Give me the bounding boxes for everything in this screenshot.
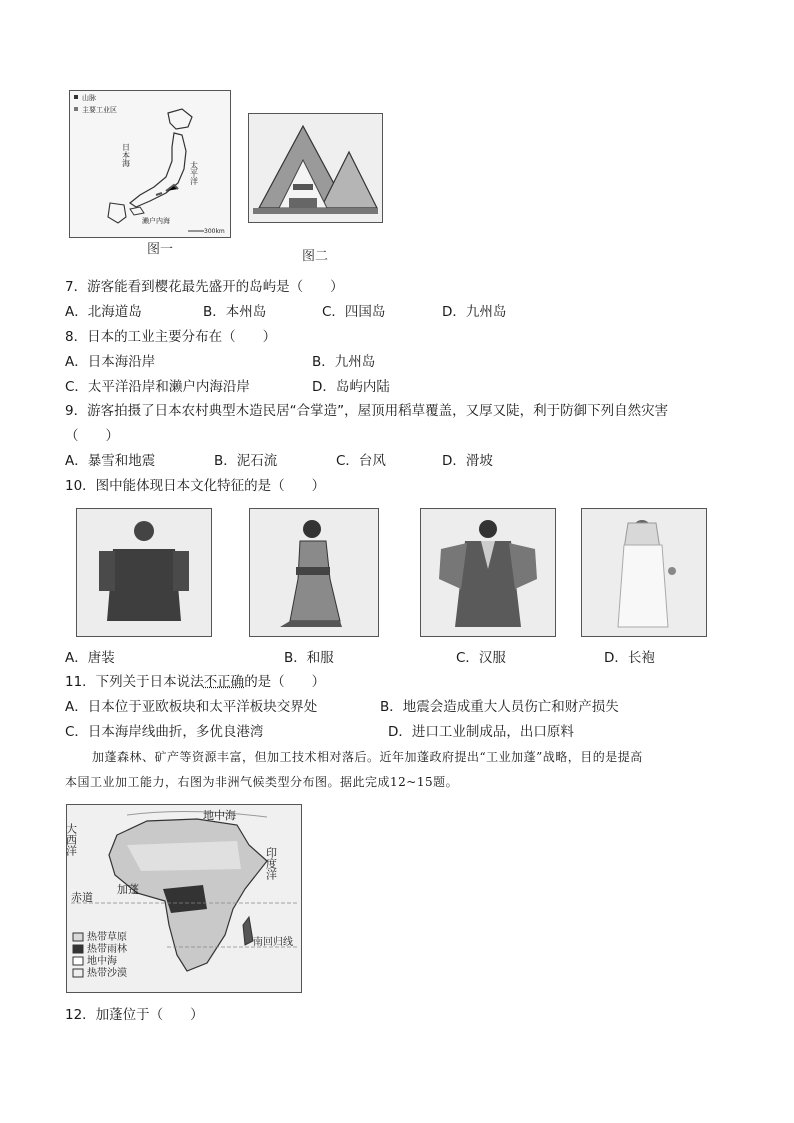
costume-image-c bbox=[420, 508, 556, 637]
q10-option-b[interactable]: B．和服 bbox=[284, 650, 334, 666]
question-10-stem: 10．图中能体现日本文化特征的是（ ） bbox=[65, 478, 326, 494]
q11-option-b[interactable]: B．地震会造成重大人员伤亡和财产损失 bbox=[380, 699, 619, 715]
q10-option-c[interactable]: C．汉服 bbox=[456, 650, 506, 666]
q10-option-d[interactable]: D．长袍 bbox=[604, 650, 655, 666]
figure-1-caption: 图一 bbox=[146, 242, 173, 257]
costume-image-a bbox=[76, 508, 212, 637]
q11-option-d[interactable]: D．进口工业制成品，出口原料 bbox=[388, 724, 574, 740]
q11-stem-suffix: 的是（ ） bbox=[244, 674, 326, 690]
pacific-label: 太平洋 bbox=[189, 161, 199, 185]
question-9-stem-cont: （ ） bbox=[65, 428, 119, 444]
inland-sea-label: 濑户内海 bbox=[142, 217, 170, 225]
q7-option-d[interactable]: D．九州岛 bbox=[442, 304, 507, 320]
q8-option-d[interactable]: D．岛屿内陆 bbox=[312, 379, 390, 395]
q8-option-c[interactable]: C．太平洋沿岸和濑户内海沿岸 bbox=[65, 379, 250, 395]
atlantic-label: 大西洋 bbox=[64, 823, 78, 856]
legend-mountains: 山脉 bbox=[82, 94, 96, 102]
legend-savanna: 热带草原 bbox=[87, 932, 127, 943]
intro-line-2: 本国工业加工能力，右图为非洲气候类型分布图。据此完成12~15题。 bbox=[65, 775, 459, 789]
scale-label: 300km bbox=[204, 228, 225, 235]
question-12-stem: 12．加蓬位于（ ） bbox=[65, 1007, 204, 1023]
legend-mediterranean: 地中海 bbox=[87, 956, 117, 967]
costume-image-b bbox=[249, 508, 379, 637]
japan-map-figure bbox=[69, 90, 231, 238]
africa-climate-map-figure bbox=[66, 804, 302, 993]
q8-option-b[interactable]: B．九州岛 bbox=[312, 354, 376, 370]
gassho-house-figure bbox=[248, 113, 383, 223]
intro-line-1: 加蓬森林、矿产等资源丰富，但加工技术相对落后。近年加蓬政府提出“工业加蓬”战略，目的是提高 bbox=[92, 750, 643, 764]
mediterranean-label: 地中海 bbox=[203, 809, 236, 822]
sea-of-japan-label: 日本海 bbox=[121, 143, 131, 167]
q11-option-c[interactable]: C．日本海岸线曲折，多优良港湾 bbox=[65, 724, 264, 740]
legend-industry: 主要工业区 bbox=[82, 106, 117, 114]
legend-desert: 热带沙漠 bbox=[87, 968, 127, 979]
africa-climate-map bbox=[64, 805, 301, 992]
gassho-house-illustration bbox=[249, 114, 382, 222]
q9-option-c[interactable]: C．台风 bbox=[336, 453, 386, 469]
q9-option-d[interactable]: D．滑坡 bbox=[442, 453, 493, 469]
q8-option-a[interactable]: A．日本海沿岸 bbox=[65, 354, 156, 370]
q7-option-b[interactable]: B．本州岛 bbox=[203, 304, 267, 320]
indian-ocean-label: 印度洋 bbox=[264, 847, 278, 880]
industry-legend-swatch bbox=[74, 107, 78, 111]
q9-option-b[interactable]: B．泥石流 bbox=[214, 453, 278, 469]
q11-option-a[interactable]: A．日本位于亚欧板块和太平洋板块交界处 bbox=[65, 699, 318, 715]
q11-stem-prefix: 11．下列关于日本说法 bbox=[65, 674, 204, 690]
rainforest-zone bbox=[163, 885, 207, 913]
q10-option-a[interactable]: A．唐装 bbox=[65, 650, 115, 666]
equator-label: 赤道 bbox=[71, 891, 93, 904]
japan-map bbox=[70, 91, 230, 237]
question-7-stem: 7．游客能看到樱花最先盛开的岛屿是（ ） bbox=[65, 279, 344, 295]
gabon-label: 加蓬 bbox=[117, 883, 139, 896]
tropic-label: 南回归线 bbox=[253, 937, 293, 948]
legend-rainforest: 热带雨林 bbox=[87, 944, 127, 955]
q7-option-c[interactable]: C．四国岛 bbox=[322, 304, 386, 320]
desert-zone bbox=[127, 841, 241, 871]
costume-image-d bbox=[581, 508, 707, 637]
question-8-stem: 8．日本的工业主要分布在（ ） bbox=[65, 329, 277, 345]
mountain-legend-swatch bbox=[74, 95, 78, 99]
figure-2-caption: 图二 bbox=[301, 249, 328, 264]
q7-option-a[interactable]: A．北海道岛 bbox=[65, 304, 142, 320]
q9-option-a[interactable]: A．暴雪和地震 bbox=[65, 453, 156, 469]
question-11-stem bbox=[65, 672, 325, 692]
question-9-stem: 9．游客拍摄了日本农村典型木造民居“合掌造”，屋顶用稻草覆盖，又厚又陡，利于防御下列自然灾害 bbox=[65, 403, 669, 419]
q11-stem-emphasis: 不正确 bbox=[203, 674, 245, 690]
